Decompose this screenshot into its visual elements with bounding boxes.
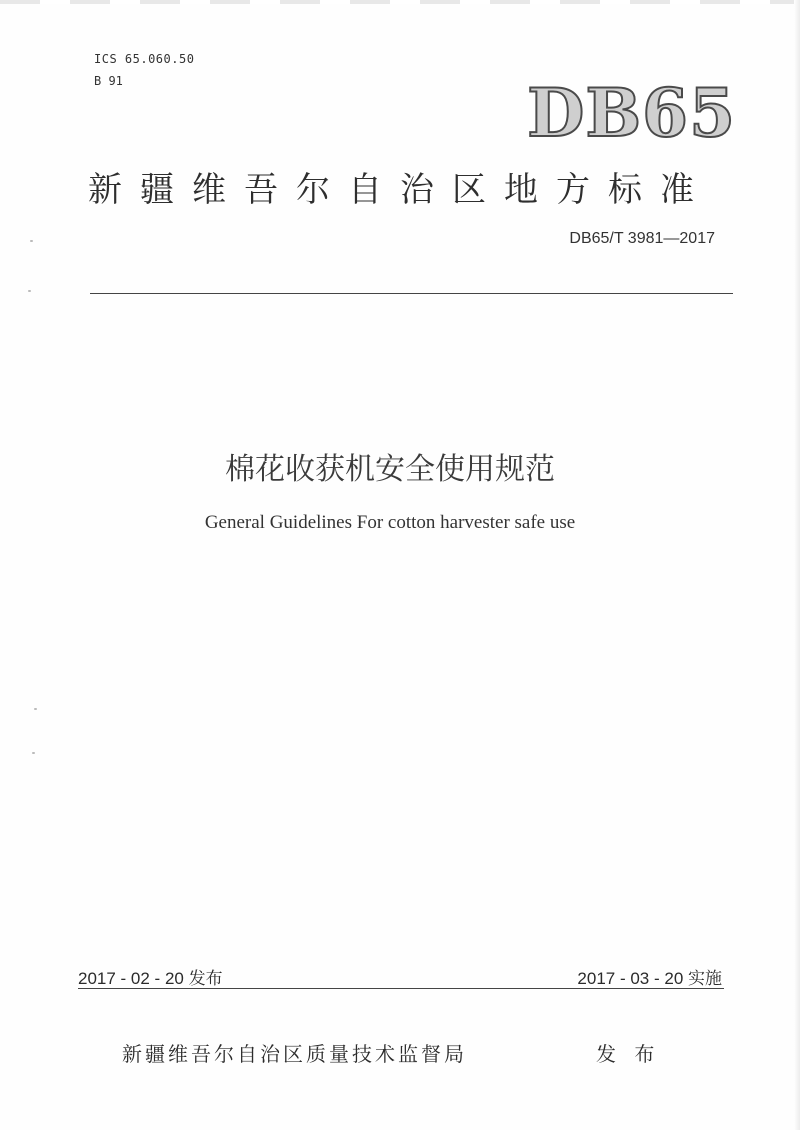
scan-edge-right — [794, 0, 800, 1130]
english-title: General Guidelines For cotton harvester safe use — [204, 512, 576, 533]
bottom-divider — [78, 988, 724, 989]
top-divider — [90, 293, 733, 294]
scan-speck — [34, 708, 37, 710]
ccs-code: B 91 — [94, 74, 123, 88]
publisher-name: 新疆维吾尔自治区质量技术监督局 — [122, 1042, 467, 1066]
ics-code: ICS 65.060.50 — [94, 52, 195, 66]
scan-edge-top — [0, 0, 800, 4]
implementation-date: 2017 - 03 - 20 实施 — [577, 969, 722, 988]
chinese-title: 棉花收获机安全使用规范 — [225, 452, 555, 487]
standard-type-heading: 新疆维吾尔自治区地方标准 — [88, 170, 712, 210]
standard-number: DB65/T 3981—2017 — [569, 230, 715, 247]
scan-speck — [32, 752, 35, 754]
scan-speck — [30, 240, 33, 242]
db65-logo: DB65 — [527, 74, 736, 152]
scan-speck — [28, 290, 31, 292]
publish-label: 发 布 — [596, 1042, 661, 1066]
issue-date: 2017 - 02 - 20 发布 — [78, 969, 223, 988]
